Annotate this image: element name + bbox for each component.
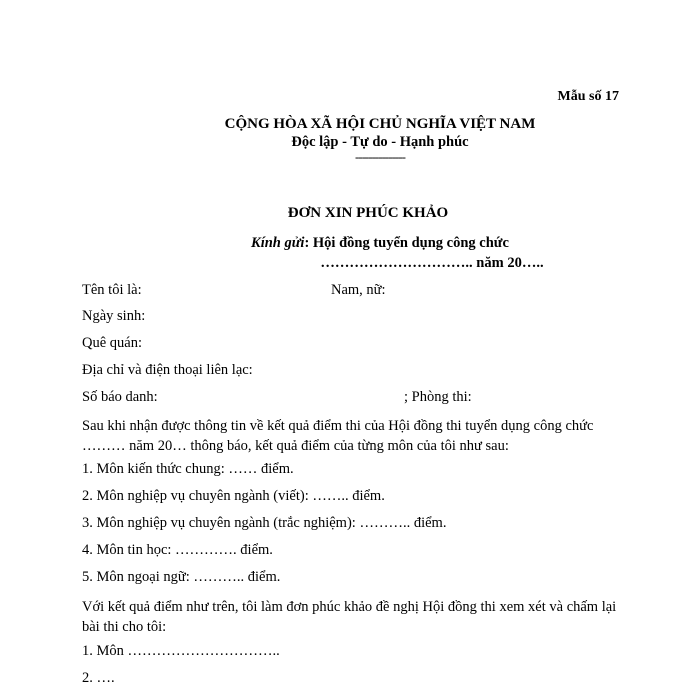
- form-number: Mẫu số 17: [557, 89, 619, 104]
- document-title: ĐƠN XIN PHÚC KHẢO: [287, 205, 449, 221]
- subject-item: 2. Môn nghiệp vụ chuyên ngành (viết): …….. điểm.: [82, 488, 385, 504]
- recipient-year-line: ………………………….. năm 20…..: [320, 255, 544, 271]
- subject-item: 5. Môn ngoại ngữ: ……….. điểm.: [82, 569, 281, 585]
- request-paragraph: Với kết quả điểm như trên, tôi làm đơn phúc khảo đề nghị Hội đồng thi xem xét và chấm lại bài thi cho tôi:: [82, 599, 617, 635]
- national-motto: Độc lập - Tự do - Hạnh phúc: [291, 134, 469, 150]
- candidate-number-label: Số báo danh:: [82, 389, 158, 405]
- intro-paragraph: Sau khi nhận được thông tin về kết quả điểm thi của Hội đồng thi tuyển dụng công chức ……… năm 20… thông báo, kết quả điểm của từng môn của tôi như sau:: [82, 418, 594, 454]
- dob-field-label: Ngày sinh:: [82, 308, 146, 324]
- national-title: CỘNG HÒA XÃ HỘI CHỦ NGHĨA VIỆT NAM: [224, 116, 536, 132]
- exam-room-label: ; Phòng thi:: [404, 389, 472, 405]
- recipient-lead: Kính gửi: [251, 235, 305, 251]
- recipient-line: [30, 235, 700, 252]
- name-field-label: Tên tôi là:: [82, 282, 142, 298]
- header-divider: ---------------: [355, 149, 405, 164]
- gender-field-label: Nam, nữ:: [331, 282, 386, 298]
- review-item: 2. ….: [82, 670, 115, 686]
- hometown-field-label: Quê quán:: [82, 335, 142, 351]
- recipient-name: : Hội đồng tuyển dụng công chức: [304, 235, 509, 251]
- subject-item: 4. Môn tin học: …………. điểm.: [82, 542, 273, 558]
- subject-item: 3. Môn nghiệp vụ chuyên ngành (trắc nghiệm): ……….. điểm.: [82, 515, 447, 531]
- subject-item: 1. Môn kiến thức chung: …… điểm.: [82, 461, 294, 477]
- contact-field-label: Địa chỉ và điện thoại liên lạc:: [82, 362, 253, 378]
- review-item: 1. Môn …………………………..: [82, 643, 280, 659]
